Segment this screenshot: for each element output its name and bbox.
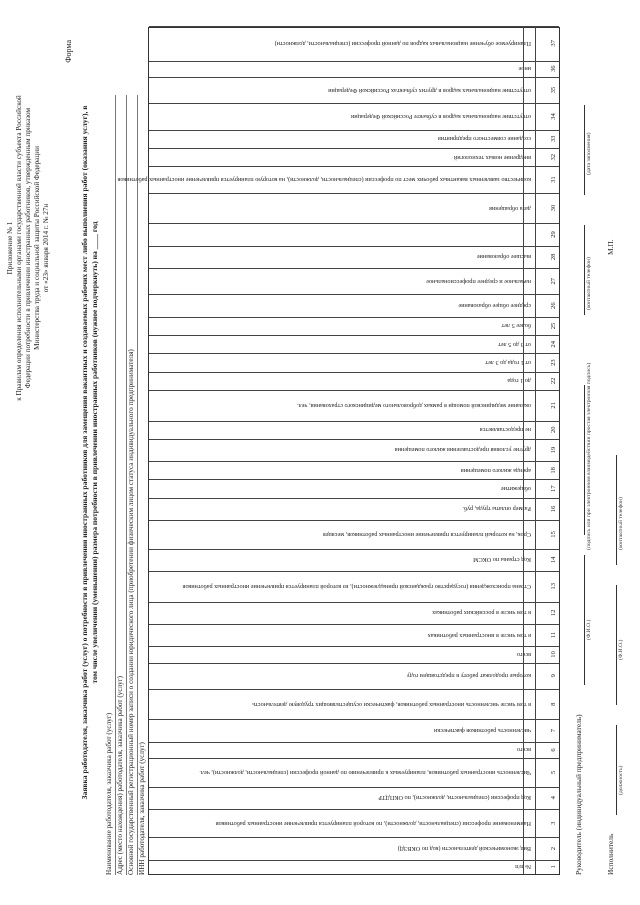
field-employer-address: Адрес (место нахождения) работодателя, заказчика работ (услуг) — [116, 95, 127, 875]
column-header-34: отсутствие национальных кадров в субъекте Российской Федерации — [351, 113, 531, 120]
column-header-9: которые продолжат работу в предстоящем году — [406, 672, 531, 680]
column-header-33: создание совместного предприятия — [438, 135, 531, 143]
column-number-26: 26 — [550, 302, 557, 309]
column-header-14: Код страны по ОКСМ — [473, 556, 531, 564]
column-number-11: 11 — [550, 631, 557, 639]
title-line: Заявка работодателя, заказчика работ (услуг) о потребности в привлечении иностранных работников для замещения вакантных и создаваемых рабочих мест либо выполнения работ (оказания услуг), в — [80, 105, 89, 800]
executor-label: Исполнитель — [606, 833, 615, 875]
data-row-line — [523, 26, 524, 874]
column-number-14: 14 — [550, 556, 557, 564]
column-number-6: 6 — [550, 748, 557, 752]
column-header-20: не предоставляется — [479, 426, 531, 434]
column-header-6: всего — [517, 746, 531, 754]
column-header-36: иное — [518, 65, 531, 73]
column-header-7: численность работников фактически — [433, 727, 531, 735]
column-header-31: количество заявленных вакантных рабочих мест по профессии (специальности, должности), на которую планируется привлечение иностранных работников — [117, 176, 531, 184]
column-number-20: 20 — [550, 426, 557, 433]
appendix-line: Министерства труда и социальной защиты Российской Федерации — [33, 146, 41, 350]
column-number-31: 31 — [550, 176, 557, 183]
column-number-15: 15 — [550, 531, 557, 538]
column-header-35: отсутствие национальных кадров в других субъектах Российской Федерации — [328, 86, 531, 94]
document-title — [80, 30, 100, 875]
column-header-21: оказание медицинской помощи в рамках добровольного медицинского страхования, чел. — [297, 401, 531, 409]
column-number-19: 19 — [550, 446, 557, 454]
column-number-21: 21 — [550, 401, 557, 409]
title-line: том числе увеличении (уменьшении) размера потребности в привлечении иностранных работников (нужное подчеркнуть) на ____ год — [90, 221, 99, 684]
column-header-25: более 5 лет — [501, 322, 531, 330]
column-number-5: 5 — [550, 770, 557, 774]
column-header-13: Страна происхождения (государство гражданской принадлежности), из которой планируется привлечение иностранных работников — [182, 582, 531, 590]
column-number-17: 17 — [550, 485, 557, 492]
executor-position-line — [604, 725, 617, 815]
column-number-29: 29 — [550, 231, 557, 238]
column-number-24: 24 — [550, 340, 557, 348]
column-number-35: 35 — [550, 86, 557, 94]
column-number-28: 28 — [550, 253, 557, 261]
column-header-26: среднее общее образование — [458, 302, 531, 310]
employer-fields — [105, 95, 149, 875]
column-number-8: 8 — [550, 702, 557, 706]
column-header-30: дата обращения — [489, 204, 531, 212]
column-number-10: 10 — [550, 651, 557, 658]
signature-block — [572, 27, 632, 875]
field-inn: ИНН работодателя, заказчика работ (услуг) — [138, 95, 149, 875]
field-employer-name: Наименование работодателя, заказчика работ (услуг) — [105, 95, 116, 875]
date-caption: (дата заполнения) — [586, 132, 592, 175]
column-header-8: в том числе численность иностранных работников, фактически осуществляющих трудовую деятельность — [252, 700, 531, 708]
column-number-2: 2 — [550, 846, 557, 851]
column-header-16: Размер оплаты труда, руб. — [462, 505, 531, 513]
head-label: Руководитель (индивидуальный предприниматель) — [574, 714, 583, 875]
column-header-17: общежитие — [500, 485, 531, 493]
column-header-10: всего — [517, 650, 531, 658]
column-number-22: 22 — [550, 377, 557, 385]
column-number-32: 32 — [550, 153, 557, 161]
column-header-5: Численность иностранных работников, планируемых к привлечению по данной профессии (специальности, должности), чел. — [199, 768, 531, 776]
head-signature-line — [572, 385, 585, 535]
column-header-19: другие условия предоставления жилого помещения — [394, 446, 531, 454]
column-number-4: 4 — [550, 796, 557, 800]
table-column-29 — [149, 223, 559, 245]
fio-caption: (Ф.И.О.) — [586, 619, 592, 640]
number-row-line — [535, 26, 536, 874]
table-column-36 — [149, 61, 559, 77]
field-ogrn: Основной государственный регистрационный номер записи о создании юридического лица (приобретении физическим лицом статуса индивидуального предпринимателя) — [127, 95, 138, 875]
form-label: Форма — [64, 40, 73, 63]
appendix-line: Приложение № 1 — [6, 221, 14, 275]
column-header-4: Код профессии (специальности, должности), по ОКПДТР — [378, 794, 531, 802]
column-header-22: до 1 года — [507, 377, 531, 385]
column-header-15: Срок, на который планируется привлечение иностранных работников, месяцев — [322, 530, 531, 538]
table-column-17 — [149, 480, 559, 498]
table-column-22 — [149, 372, 559, 390]
head-fio-line — [572, 555, 585, 685]
signature-caption: (подпись или при электронном взаимодействии простая электронная подпись) — [586, 362, 592, 550]
column-number-16: 16 — [550, 505, 557, 513]
column-number-34: 34 — [550, 113, 557, 120]
phone-line — [572, 225, 585, 315]
column-number-9: 9 — [550, 674, 557, 678]
appendix-header — [6, 38, 51, 458]
appendix-line: к Правилам определения исполнительными органами государственной власти субъекта Российской — [15, 95, 23, 401]
executor-fio-line — [604, 585, 617, 705]
column-header-37: Планируемое обучение национальных кадров по данной профессии (специальности, должности) — [274, 39, 531, 47]
phone-caption: (контактный телефон) — [586, 257, 592, 310]
appendix-line: от «23» января 2014 г. № 27н — [42, 203, 50, 293]
column-number-36: 36 — [550, 65, 557, 73]
mp-label: М.П. — [606, 239, 615, 255]
column-header-12: в том числе в российских работниках — [432, 609, 531, 617]
column-header-24: от 3 до 5 лет — [498, 340, 531, 348]
table-column-25 — [149, 317, 559, 335]
column-header-32: внедрение новых технологий — [453, 153, 531, 161]
column-number-33: 33 — [550, 135, 557, 143]
column-number-13: 13 — [550, 582, 557, 590]
table-column-6 — [149, 742, 559, 758]
fio-caption-2: (Ф.И.О.) — [618, 639, 624, 660]
column-number-37: 37 — [550, 40, 557, 47]
column-header-11: в том числе в иностранных работниках — [427, 631, 531, 639]
column-number-7: 7 — [550, 729, 557, 733]
column-header-28: высшее образование — [476, 253, 531, 261]
phone-caption-2: (контактный телефон) — [618, 497, 624, 550]
column-number-18: 18 — [550, 467, 557, 474]
column-number-27: 27 — [550, 277, 557, 285]
column-number-23: 23 — [550, 359, 557, 366]
column-header-3: Наименование профессии (специальности, должности), по которой планируется привлечение иностранных работников — [215, 819, 531, 827]
column-number-30: 30 — [550, 204, 557, 212]
column-number-12: 12 — [550, 609, 557, 616]
executor-phone-line — [604, 455, 617, 565]
column-header-18: аренда жилого помещения — [460, 466, 531, 474]
table-column-1 — [149, 860, 559, 874]
column-number-3: 3 — [550, 821, 557, 825]
date-line — [572, 105, 585, 195]
column-header-27: начальное и среднее профессиональное — [426, 277, 531, 285]
column-header-23: от 1 года до 3 лет — [485, 359, 531, 367]
column-header-1: № п/п — [515, 863, 531, 871]
appendix-line: Федерации потребности в привлечении иностранных работников, утвержденным приказом — [24, 107, 32, 389]
column-number-1: 1 — [550, 865, 557, 869]
position-caption: (должность) — [618, 765, 624, 795]
column-number-25: 25 — [550, 322, 557, 330]
table-column-10 — [149, 646, 559, 662]
column-header-2: Вид экономической деятельности (код по ОКВЭД) — [397, 845, 531, 853]
